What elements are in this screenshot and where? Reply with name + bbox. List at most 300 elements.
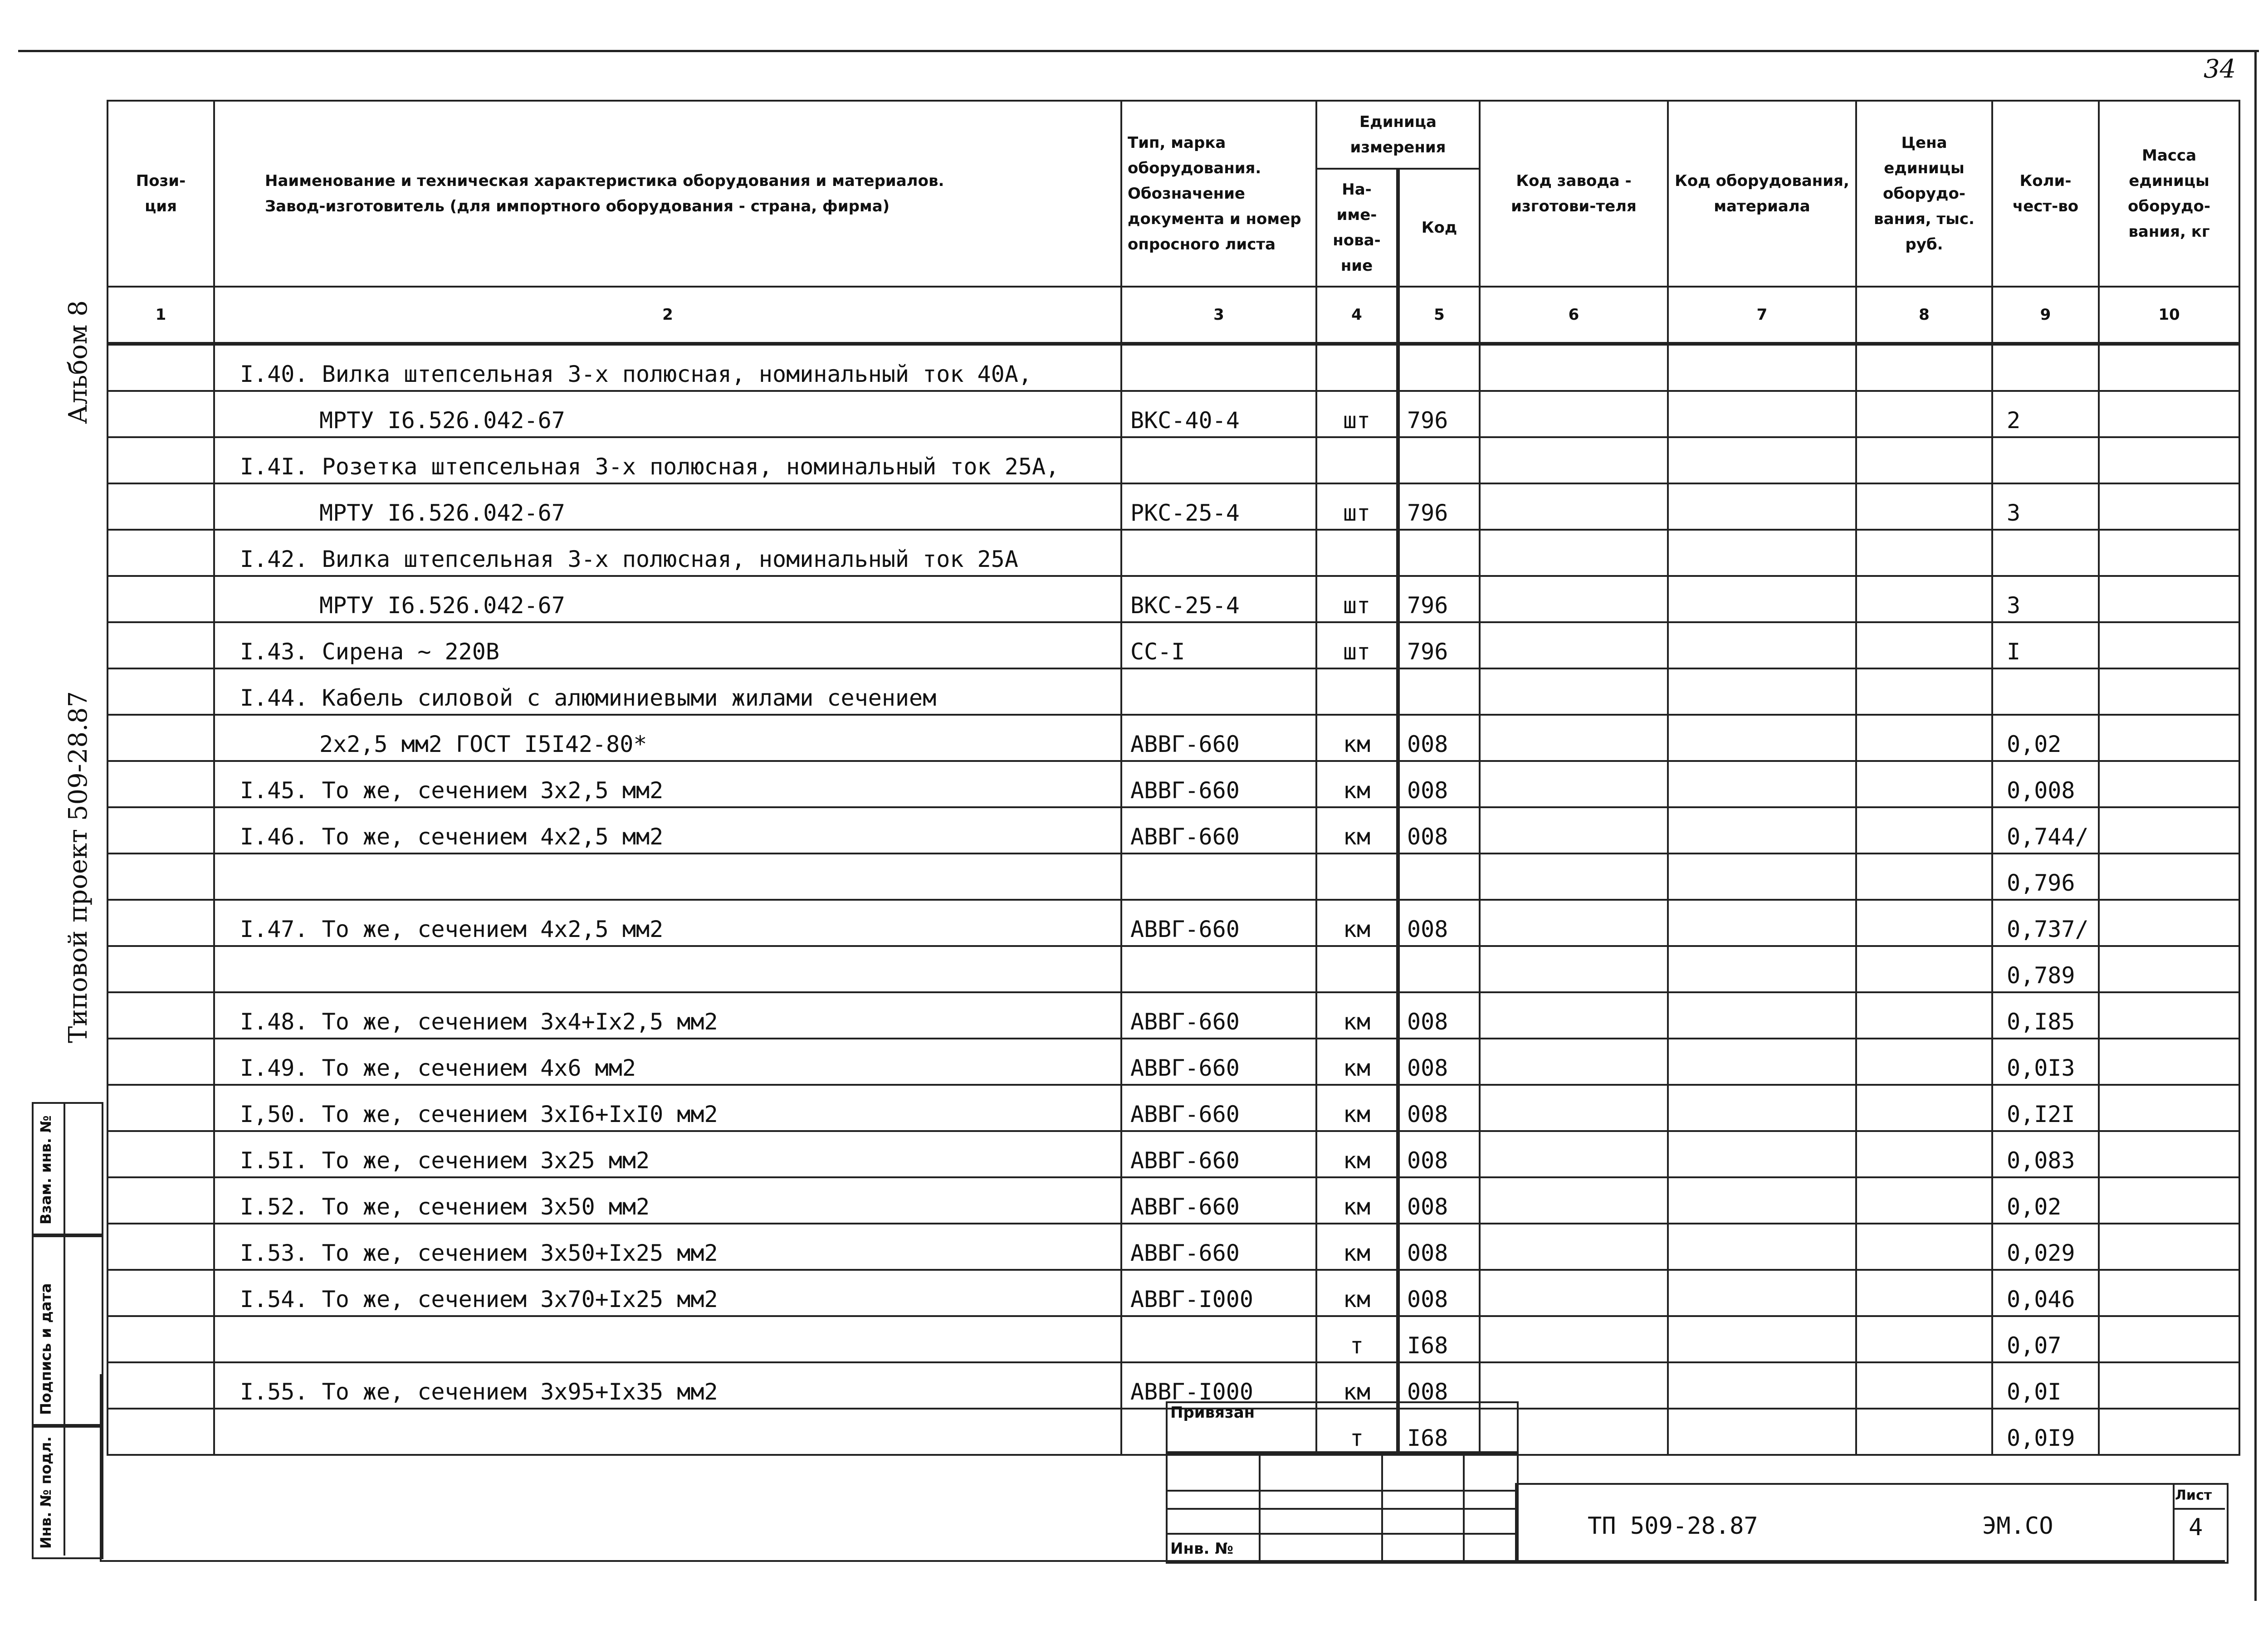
cell-position [108,1085,214,1131]
cell-price [1856,483,1992,530]
cell-unit-code: 008 [1398,1131,1480,1177]
cell-mass [2099,668,2239,715]
stamp-label-podpis: Подпись и дата [37,1283,54,1415]
cell-mass [2099,1085,2239,1131]
cell-unit-code: 796 [1398,576,1480,622]
cell-unit: км [1316,1085,1398,1131]
cell-mass [2099,946,2239,992]
cell-name: I.42. Вилка штепсельная 3-х полюсная, номинальный ток 25А [214,530,1121,576]
cell-position [108,854,214,900]
table-row [108,1085,2239,1131]
cell-name: I.54. То же, сечением 3х70+Iх25 мм2 [214,1270,1121,1316]
table-row [108,1131,2239,1177]
cell-type: АВВГ-660 [1121,992,1316,1039]
cell-quantity: 3 [1992,483,2099,530]
cell-plant-code [1480,344,1668,391]
header-plant-code: Код заводa - изготови-теля [1480,101,1668,287]
cell-name: I.53. То же, сечением 3х50+Iх25 мм2 [214,1224,1121,1270]
col-number: 2 [214,287,1121,344]
cell-type: АВВГ-660 [1121,1131,1316,1177]
cell-type: АВВГ-660 [1121,900,1316,946]
cell-unit: км [1316,992,1398,1039]
cell-type [1121,668,1316,715]
cell-position [108,761,214,807]
cell-quantity: 0,I85 [1992,992,2099,1039]
cell-quantity [1992,668,2099,715]
cell-position [108,715,214,761]
cell-price [1856,1131,1992,1177]
table-row [108,622,2239,668]
cell-price [1856,900,1992,946]
table-row [108,715,2239,761]
cell-unit [1316,437,1398,483]
cell-equipment-code [1668,1131,1856,1177]
cell-equipment-code [1668,900,1856,946]
column-numbers-row [108,287,2239,344]
cell-unit-code [1398,344,1480,391]
cell-quantity [1992,344,2099,391]
cell-equipment-code [1668,1362,1856,1409]
cell-name: I.55. То же, сечением 3х95+Iх35 мм2 [214,1362,1121,1409]
cell-plant-code [1480,1085,1668,1131]
cell-mass [2099,391,2239,437]
cell-position [108,946,214,992]
cell-quantity: 0,0I [1992,1362,2099,1409]
cell-name: I.44. Кабель силовой с алюминиевыми жилами сечением [214,668,1121,715]
cell-quantity: 0,02 [1992,715,2099,761]
cell-type: АВВГ-660 [1121,807,1316,854]
cell-unit-code: 008 [1398,761,1480,807]
cell-quantity: I [1992,622,2099,668]
col-number: 8 [1856,287,1992,344]
cell-type [1121,1316,1316,1362]
inv-number-label: Инв. № [1170,1540,1234,1558]
cell-mass [2099,530,2239,576]
frame-left-lower-line [100,1374,102,1560]
cell-type [1121,344,1316,391]
doc-mark: ЭМ.СО [1982,1512,2053,1540]
cell-name: 2х2,5 мм2 ГОСТ I5I42-80* [214,715,1121,761]
cell-unit-code: 008 [1398,900,1480,946]
cell-type [1121,946,1316,992]
cell-name: МРТУ I6.526.042-67 [214,576,1121,622]
col-number: 9 [1992,287,2099,344]
cell-quantity: 0,07 [1992,1316,2099,1362]
cell-quantity: 2 [1992,391,2099,437]
cell-quantity: 0,0I3 [1992,1039,2099,1085]
cell-plant-code [1480,761,1668,807]
cell-unit: км [1316,715,1398,761]
cell-equipment-code [1668,992,1856,1039]
cell-mass [2099,1409,2239,1455]
cell-price [1856,1316,1992,1362]
cell-position [108,807,214,854]
cell-unit [1316,668,1398,715]
cell-unit: км [1316,761,1398,807]
cell-mass [2099,483,2239,530]
cell-name: I,50. То же, сечением 3хI6+IхI0 мм2 [214,1085,1121,1131]
table-row [108,900,2239,946]
cell-equipment-code [1668,1409,1856,1455]
cell-name [214,854,1121,900]
cell-type: РКС-25-4 [1121,483,1316,530]
cell-mass [2099,761,2239,807]
cell-price [1856,1085,1992,1131]
specification-rows [108,344,2239,1455]
cell-unit-code: 796 [1398,391,1480,437]
approval-grid-vline [1381,1451,1383,1560]
cell-plant-code [1480,437,1668,483]
cell-name: МРТУ I6.526.042-67 [214,391,1121,437]
col-number: 10 [2099,287,2239,344]
header-type: Тип, марка оборудования. Обозначение документа и номер опросного листа [1121,101,1316,287]
cell-plant-code [1480,483,1668,530]
cell-mass [2099,854,2239,900]
cell-position [108,1131,214,1177]
cell-mass [2099,900,2239,946]
cell-type: ВКС-40-4 [1121,391,1316,437]
cell-unit-code: 008 [1398,992,1480,1039]
header-equipment-code: Код оборудования, материала [1668,101,1856,287]
cell-unit-code: 796 [1398,622,1480,668]
cell-unit: км [1316,1270,1398,1316]
cell-price [1856,344,1992,391]
cell-unit: км [1316,1177,1398,1224]
cell-mass [2099,1362,2239,1409]
cell-name: I.49. То же, сечением 4х6 мм2 [214,1039,1121,1085]
cell-plant-code [1480,854,1668,900]
cell-name: I.52. То же, сечением 3х50 мм2 [214,1177,1121,1224]
cell-mass [2099,992,2239,1039]
cell-name: МРТУ I6.526.042-67 [214,483,1121,530]
cell-type: ВКС-25-4 [1121,576,1316,622]
cell-name [214,946,1121,992]
cell-price [1856,1039,1992,1085]
cell-name [214,1409,1121,1455]
cell-unit-code: I68 [1398,1409,1480,1455]
cell-price [1856,1409,1992,1455]
cell-position [108,391,214,437]
cell-equipment-code [1668,391,1856,437]
cell-type: АВВГ-660 [1121,761,1316,807]
cell-equipment-code [1668,715,1856,761]
cell-unit-code [1398,854,1480,900]
cell-plant-code [1480,1224,1668,1270]
cell-type: СС-I [1121,622,1316,668]
cell-type: АВВГ-660 [1121,1085,1316,1131]
table-row [108,437,2239,483]
table-row [108,854,2239,900]
cell-quantity: 3 [1992,576,2099,622]
cell-mass [2099,1224,2239,1270]
header-position: Пози- ция [108,101,214,287]
cell-equipment-code [1668,1224,1856,1270]
page-number-handwritten: 34 [2204,54,2236,84]
cell-unit: км [1316,1224,1398,1270]
cell-position [108,1177,214,1224]
cell-equipment-code [1668,1039,1856,1085]
header-unit-name: На-име-нова-ние [1316,169,1398,287]
cell-quantity: 0,008 [1992,761,2099,807]
cell-position [108,1316,214,1362]
cell-type [1121,854,1316,900]
table-row [108,1316,2239,1362]
cell-equipment-code [1668,1270,1856,1316]
cell-price [1856,715,1992,761]
table-row [108,1039,2239,1085]
cell-plant-code [1480,900,1668,946]
cell-unit [1316,946,1398,992]
specification-table [107,100,2240,1456]
header-mass: Масса единицы оборудо-вания, кг [2099,101,2239,287]
doc-code: ТП 509-28.87 [1588,1512,1758,1540]
cell-position [108,900,214,946]
cell-unit-code: 008 [1398,1177,1480,1224]
approval-grid-vline [1259,1451,1261,1560]
table-row [108,807,2239,854]
cell-unit-code [1398,668,1480,715]
cell-equipment-code [1668,946,1856,992]
cell-position [108,622,214,668]
cell-name: I.40. Вилка штепсельная 3-х полюсная, номинальный ток 40А, [214,344,1121,391]
cell-price [1856,854,1992,900]
cell-mass [2099,1270,2239,1316]
col-number: 6 [1480,287,1668,344]
cell-mass [2099,1039,2239,1085]
cell-price [1856,391,1992,437]
cell-unit-code: 008 [1398,715,1480,761]
cell-unit: км [1316,1039,1398,1085]
cell-plant-code [1480,391,1668,437]
cell-position [108,437,214,483]
cell-price [1856,530,1992,576]
cell-type [1121,530,1316,576]
cell-unit-code [1398,946,1480,992]
cell-quantity: 0,046 [1992,1270,2099,1316]
cell-price [1856,668,1992,715]
cell-plant-code [1480,1131,1668,1177]
header-unit: Единица измерения [1316,101,1480,169]
cell-unit-code [1398,530,1480,576]
stamp-label-inv: Инв. № подл. [37,1436,54,1549]
cell-unit-code: 008 [1398,1270,1480,1316]
cell-position [108,483,214,530]
stamp-divider [64,1102,65,1556]
frame-top-line [18,50,2259,52]
cell-unit: км [1316,1131,1398,1177]
cell-plant-code [1480,946,1668,992]
approval-grid-vline [1463,1451,1465,1560]
cell-price [1856,807,1992,854]
album-label: Альбом 8 [64,300,93,424]
cell-name [214,1316,1121,1362]
cell-plant-code [1480,715,1668,761]
cell-unit-code [1398,437,1480,483]
cell-equipment-code [1668,1316,1856,1362]
col-number: 4 [1316,287,1398,344]
cell-price [1856,946,1992,992]
cell-plant-code [1480,1316,1668,1362]
cell-price [1856,1362,1992,1409]
header-unit-code: Код [1398,169,1480,287]
cell-plant-code [1480,1177,1668,1224]
cell-quantity: 0,029 [1992,1224,2099,1270]
header-quantity: Коли-чест-во [1992,101,2099,287]
cell-equipment-code [1668,807,1856,854]
cell-price [1856,576,1992,622]
cell-equipment-code [1668,761,1856,807]
cell-quantity: 0,744/ [1992,807,2099,854]
cell-unit-code: 008 [1398,1362,1480,1409]
cell-plant-code [1480,530,1668,576]
cell-quantity: 0,0I9 [1992,1409,2099,1455]
cell-equipment-code [1668,1085,1856,1131]
cell-unit [1316,530,1398,576]
col-number: 7 [1668,287,1856,344]
frame-bottom-line [100,1560,2225,1562]
cell-type: АВВГ-660 [1121,1224,1316,1270]
cell-type: АВВГ-660 [1121,1177,1316,1224]
cell-mass [2099,807,2239,854]
cell-equipment-code [1668,1177,1856,1224]
cell-type: АВВГ-I000 [1121,1270,1316,1316]
cell-unit: т [1316,1316,1398,1362]
cell-plant-code [1480,1270,1668,1316]
cell-position [108,1409,214,1455]
table-row [108,668,2239,715]
cell-unit-code: I68 [1398,1316,1480,1362]
cell-quantity: 0,737/ [1992,900,2099,946]
cell-mass [2099,437,2239,483]
cell-unit-code: 796 [1398,483,1480,530]
cell-position [108,344,214,391]
cell-quantity: 0,083 [1992,1131,2099,1177]
cell-quantity: 0,I2I [1992,1085,2099,1131]
cell-position [108,992,214,1039]
cell-name: I.47. То же, сечением 4х2,5 мм2 [214,900,1121,946]
cell-price [1856,761,1992,807]
sheet-number: 4 [2189,1514,2203,1541]
cell-type: АВВГ-660 [1121,1039,1316,1085]
cell-mass [2099,1316,2239,1362]
stamp-label-vzam: Взам. инв. № [37,1115,54,1224]
table-row [108,1224,2239,1270]
table-row [108,1177,2239,1224]
sheet-box-hline [2173,1508,2225,1510]
cell-type [1121,437,1316,483]
cell-price [1856,437,1992,483]
table-row [108,344,2239,391]
frame-right-line [2254,50,2257,1601]
header-price: Цена единицы оборудо-вания, тыс. руб. [1856,101,1992,287]
table-row [108,946,2239,992]
cell-unit: шт [1316,391,1398,437]
cell-plant-code [1480,622,1668,668]
cell-plant-code [1480,668,1668,715]
cell-equipment-code [1668,483,1856,530]
cell-position [108,1039,214,1085]
cell-name: I.46. То же, сечением 4х2,5 мм2 [214,807,1121,854]
sheet-label: Лист [2175,1488,2212,1503]
cell-equipment-code [1668,668,1856,715]
cell-quantity [1992,437,2099,483]
cell-price [1856,622,1992,668]
cell-position [108,1270,214,1316]
cell-type: АВВГ-660 [1121,715,1316,761]
cell-unit: км [1316,900,1398,946]
cell-name: I.5I. То же, сечением 3х25 мм2 [214,1131,1121,1177]
sheet-box-vline [2173,1483,2175,1560]
cell-quantity: 0,796 [1992,854,2099,900]
cell-mass [2099,344,2239,391]
cell-unit: т [1316,1409,1398,1455]
cell-equipment-code [1668,530,1856,576]
cell-mass [2099,1131,2239,1177]
cell-name: I.4I. Розетка штепсельная 3-х полюсная, номинальный ток 25А, [214,437,1121,483]
cell-unit [1316,854,1398,900]
cell-plant-code [1480,992,1668,1039]
cell-unit: шт [1316,483,1398,530]
cell-price [1856,1224,1992,1270]
cell-unit: км [1316,807,1398,854]
cell-unit: км [1316,1362,1398,1409]
cell-position [108,1362,214,1409]
cell-equipment-code [1668,854,1856,900]
cell-price [1856,992,1992,1039]
cell-unit-code: 008 [1398,1039,1480,1085]
cell-position [108,668,214,715]
cell-unit: шт [1316,576,1398,622]
cell-mass [2099,715,2239,761]
cell-type: АВВГ-I000 [1121,1362,1316,1409]
table-row [108,1270,2239,1316]
cell-price [1856,1270,1992,1316]
cell-quantity: 0,789 [1992,946,2099,992]
table-row [108,761,2239,807]
cell-mass [2099,622,2239,668]
cell-unit [1316,344,1398,391]
cell-unit: шт [1316,622,1398,668]
table-row [108,992,2239,1039]
privyazan-label: Привязан [1170,1404,1255,1422]
cell-name: I.48. То же, сечением 3х4+Iх2,5 мм2 [214,992,1121,1039]
project-label: Типовой проект 509-28.87 [64,691,93,1043]
cell-position [108,576,214,622]
cell-mass [2099,1177,2239,1224]
cell-equipment-code [1668,437,1856,483]
cell-quantity [1992,530,2099,576]
table-row [108,483,2239,530]
cell-unit-code: 008 [1398,1085,1480,1131]
cell-position [108,530,214,576]
cell-quantity: 0,02 [1992,1177,2099,1224]
cell-unit-code: 008 [1398,1224,1480,1270]
col-number: 3 [1121,287,1316,344]
header-name: Наименование и техническая характеристика оборудования и материалов. Завод-изготовитель (для импортного оборудования - страна, фирма) [214,101,1121,287]
cell-unit-code: 008 [1398,807,1480,854]
cell-equipment-code [1668,344,1856,391]
table-row [108,391,2239,437]
cell-name: I.43. Сирена ∼ 220В [214,622,1121,668]
cell-name: I.45. То же, сечением 3х2,5 мм2 [214,761,1121,807]
col-number: 1 [108,287,214,344]
table-row [108,530,2239,576]
table-row [108,576,2239,622]
cell-equipment-code [1668,576,1856,622]
cell-position [108,1224,214,1270]
col-number: 5 [1398,287,1480,344]
cell-plant-code [1480,576,1668,622]
